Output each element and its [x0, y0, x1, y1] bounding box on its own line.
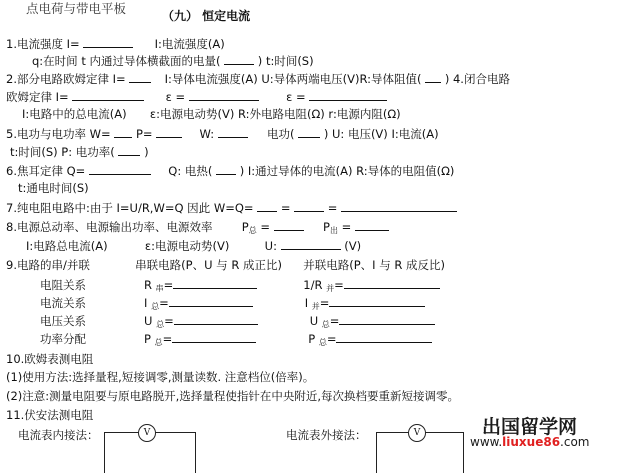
- voltage-note-label: U:: [264, 239, 277, 253]
- ohm-law-blank: [129, 71, 151, 83]
- series-blank: [174, 313, 258, 325]
- watermark-url-suffix: .com: [560, 435, 590, 449]
- line-7: [10, 144, 149, 159]
- joule-law-definitions: ) I:通过导体的电流(A) R:导体的电阻值(Ω): [239, 164, 455, 178]
- pure-resistance-blank-2: [294, 200, 324, 212]
- closed-circuit-blank-3: [309, 89, 387, 101]
- line-10: [6, 200, 457, 215]
- electric-work-label: 5.电功与电功率 W=: [6, 127, 111, 141]
- current-formula-blank: [83, 36, 133, 48]
- closed-circuit-heading: ) 4.闭合电路: [444, 72, 510, 86]
- work-unit-label: 电功(: [267, 127, 295, 141]
- pure-resistance-label: 7.纯电阻电路中:由于 I=U/R,W=Q 因此 W=Q=: [6, 201, 254, 215]
- time-definition: ) t:时间(S): [257, 54, 314, 68]
- line-2: [32, 53, 314, 68]
- time-power-definitions: t:时间(S) P: 电功率(: [10, 145, 115, 159]
- work-blank: [114, 126, 132, 138]
- line-13: [6, 258, 445, 272]
- ohmmeter-notes: (2)注意:测量电阻要与原电路脱开,选择量程使指针在中央附近,每次换档要重新短接调零。: [6, 389, 459, 403]
- line-5: [22, 107, 401, 121]
- parallel-symbol: U $_总$=: [309, 314, 340, 329]
- pure-resistance-eq-2: =: [327, 201, 338, 215]
- pure-resistance-blank-3: [341, 200, 457, 212]
- total-current-definition: I:电路中的总电流(A): [22, 107, 127, 121]
- table-row: [40, 331, 432, 350]
- power-label: P=: [135, 127, 153, 141]
- emf-note: ε:电源电动势(V): [144, 239, 230, 253]
- ohm-law-label: 2.部分电路欧姆定律 I=: [6, 72, 126, 86]
- current-formula-label: 1.电流强度 I=: [6, 37, 80, 51]
- relation-label: 电流关系: [40, 296, 86, 310]
- parallel-blank: [329, 295, 425, 307]
- voltammetry-heading: 11.伏安法测电阻: [6, 408, 94, 422]
- total-power-eq: =: [260, 220, 271, 234]
- output-power-blank: [355, 219, 389, 231]
- voltmeter-icon-external: V: [408, 424, 426, 442]
- work-symbol: W:: [199, 127, 215, 141]
- parallel-blank: [336, 331, 432, 343]
- line-6: [6, 126, 439, 141]
- series-symbol: R $_串$=: [144, 278, 174, 293]
- joule-law-label: 6.焦耳定律 Q=: [6, 164, 86, 178]
- emf-resistance-definitions: ε:电源电动势(V) R:外电路电阻(Ω) r:电源内阻(Ω): [149, 107, 401, 121]
- closed-circuit-blank-1: [72, 89, 144, 101]
- ohmmeter-usage: (1)使用方法:选择量程,短接调零,测量读数. 注意档位(倍率)。: [6, 370, 315, 384]
- work-symbol-blank: [218, 126, 248, 138]
- line-3: [6, 71, 510, 86]
- pure-resistance-blank-1: [257, 200, 277, 212]
- output-power-symbol: $P_出$: [323, 220, 338, 235]
- line-11: [6, 219, 389, 238]
- watermark-url-prefix: www.: [470, 435, 503, 449]
- voltmeter-icon-internal: V: [138, 424, 156, 442]
- table-row: [40, 277, 440, 296]
- series-symbol: U $_总$=: [144, 314, 174, 329]
- power-blank: [156, 126, 182, 138]
- series-blank: [169, 295, 253, 307]
- parallel-symbol: P $_总$=: [308, 332, 337, 347]
- emf-formula-2: ε =: [286, 90, 306, 104]
- series-circuit-heading: 串联电路(P、U 与 R 成正比): [135, 258, 282, 272]
- series-parallel-heading: 9.电路的串/并联: [6, 258, 90, 272]
- series-blank: [172, 331, 256, 343]
- parallel-blank: [344, 277, 440, 289]
- section-title: （九） 恒定电流: [162, 9, 251, 23]
- voltage-note-unit: (V): [344, 239, 362, 253]
- series-symbol: I $_总$=: [144, 296, 169, 311]
- table-row: [40, 295, 425, 314]
- relation-label: 电阻关系: [40, 278, 86, 292]
- line-1: [6, 36, 225, 51]
- parallel-blank: [339, 313, 435, 325]
- line-12: [26, 238, 361, 253]
- series-blank: [173, 277, 257, 289]
- joule-law-blank: [89, 163, 151, 175]
- total-power-blank: [274, 219, 304, 231]
- charge-definition: q:在时间 t 内通过导体横截面的电量(: [32, 54, 221, 68]
- parallel-symbol: 1/R $_并$=: [303, 278, 344, 293]
- heat-definition: Q: 电热(: [168, 164, 213, 178]
- watermark-site-name: 出国留学网: [482, 416, 578, 438]
- power-unit-blank: [118, 144, 140, 156]
- source-power-label: 8.电源总动率、电源输出功率、电源效率: [6, 220, 213, 234]
- total-power-symbol: $P_总$: [241, 220, 257, 235]
- relation-label: 电压关系: [40, 314, 86, 328]
- voltage-current-definitions: ) U: 电压(V) I:电流(A): [323, 127, 439, 141]
- resistance-unit-blank: [425, 71, 441, 83]
- series-symbol: P $_总$=: [144, 332, 173, 347]
- watermark-url-domain: liuxue86: [502, 435, 561, 449]
- charge-unit-blank: [224, 53, 254, 65]
- parallel-symbol: I $_并$=: [304, 296, 330, 311]
- closed-circuit-formula-label: 欧姆定律 I=: [6, 90, 69, 104]
- internal-connection-label: 电流表内接法：: [18, 428, 99, 442]
- heat-unit-blank: [216, 163, 236, 175]
- voltage-note-blank: [281, 238, 341, 250]
- pure-resistance-eq-1: =: [280, 201, 291, 215]
- ohmmeter-heading: 10.欧姆表测电阻: [6, 352, 94, 366]
- table-row: [40, 313, 435, 332]
- output-power-eq: =: [341, 220, 352, 234]
- page-header-title: 点电荷与带电平板: [26, 1, 127, 16]
- line-9: [18, 181, 89, 195]
- parallel-circuit-heading: 并联电路(P、I 与 R 成反比): [303, 258, 446, 272]
- relation-label: 功率分配: [40, 332, 86, 346]
- line-8: [6, 163, 454, 178]
- total-current-note: I:电路总电流(A): [26, 239, 108, 253]
- power-unit-close: ): [144, 145, 149, 159]
- line-4: [6, 89, 387, 104]
- emf-formula-1: ε =: [165, 90, 186, 104]
- external-connection-label: 电流表外接法：: [286, 428, 367, 442]
- ohm-law-definitions: I:导体电流强度(A) U:导体两端电压(V)R:导体阻值(: [164, 72, 422, 86]
- watermark-url: [470, 435, 590, 449]
- work-unit-blank: [298, 126, 320, 138]
- current-definition: I:电流强度(A): [154, 37, 225, 51]
- closed-circuit-blank-2: [189, 89, 259, 101]
- energized-time-definition: t:通电时间(S): [18, 181, 89, 195]
